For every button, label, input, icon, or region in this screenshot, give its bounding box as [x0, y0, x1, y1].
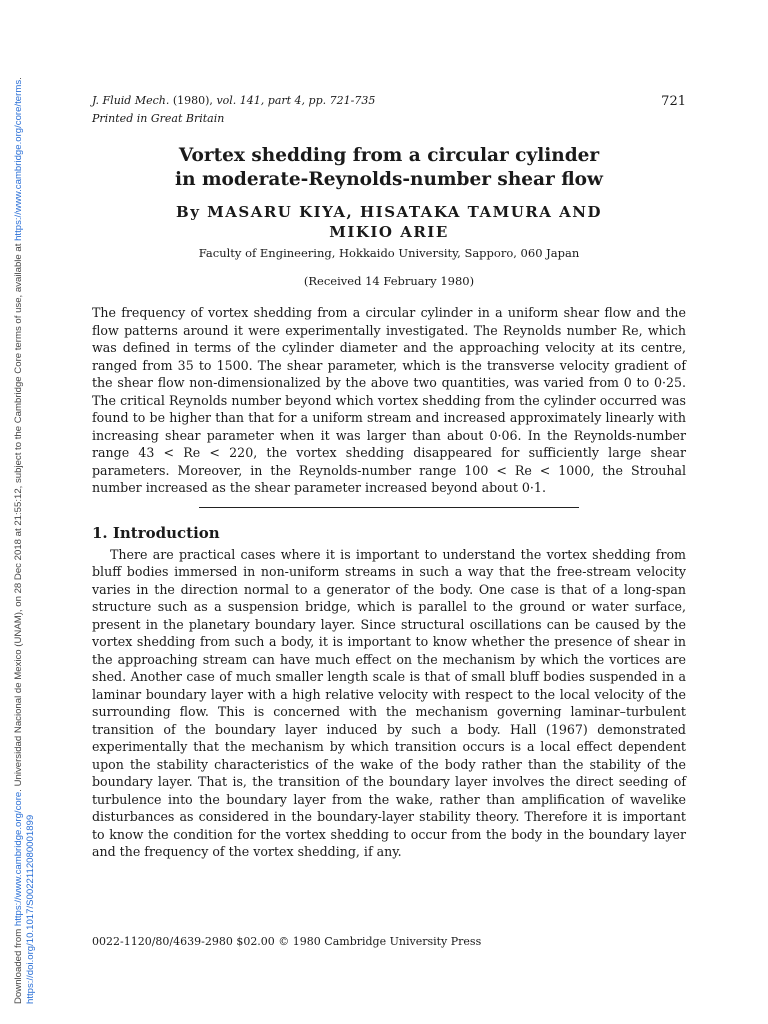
download-notice-line: [13, 77, 25, 1004]
doi-link[interactable]: https://doi.org/10.1017/S0022112080001899: [25, 814, 36, 1004]
authors-line-1: By MASARU KIYA, HISATAKA TAMURA AND: [176, 203, 602, 221]
abstract: The frequency of vortex shedding from a circular cylinder in a uniform shear flow and the flow patterns around it were experimentally investigated. The Reynolds number Re, which was defined in terms of the cylinder diameter and the approaching velocity at its centre, ranged from 35 to 1500. The shear parameter, which is the transverse velocity gradient of the shear flow non-dimensionalized by the above two quantities, was varied from 0 to 0·25. The critical Reynolds number beyond which vortex shedding from the cylinder occurred was found to be higher than that for a uniform stream and increased approximately linearly with increasing shear parameter when it was larger than about 0·06. In the Reynolds-number range 43 < Re < 220, the vortex shedding disappeared for sufficiently large shear parameters. Moreover, in the Reynolds-number range 100 < Re < 1000, the Strouhal number increased as the shear parameter increased beyond about 0·1.: [92, 305, 686, 495]
paper-page: [92, 94, 686, 873]
cambridge-core-link[interactable]: https://www.cambridge.org/core: [13, 791, 24, 927]
page-number: 721: [661, 94, 686, 109]
paper-title: [92, 144, 686, 192]
journal-name: J. Fluid Mech.: [92, 94, 170, 107]
download-prefix: Downloaded from: [13, 926, 24, 1004]
printed-in: Printed in Great Britain: [92, 112, 225, 125]
authors-line-2: MIKIO ARIE: [329, 223, 449, 241]
title-line-1: Vortex shedding from a circular cylinder: [178, 145, 600, 166]
journal-year: (1980),: [172, 94, 213, 107]
affiliation: Faculty of Engineering, Hokkaido University, Sapporo, 060 Japan: [198, 246, 580, 260]
journal-citation: [92, 94, 375, 107]
download-suffix: . Universidad Nacional de Mexico (UNAM), on 28 Dec 2018 at 21:55:12, subject to the Cambridge Core terms of use, available at: [13, 240, 24, 792]
author-list: [92, 202, 686, 242]
section-heading: 1. Introduction: [92, 523, 220, 542]
abstract-divider: [199, 507, 579, 508]
download-notice-text: [13, 77, 37, 1004]
download-end: .: [13, 77, 24, 80]
journal-volume: vol. 141, part 4, pp. 721-735: [216, 94, 376, 107]
received-date: (Received 14 February 1980): [303, 274, 475, 288]
doi-line: [25, 77, 37, 1004]
introduction-paragraph: There are practical cases where it is important to understand the vortex shedding from bluff bodies immersed in non-uniform streams in such a way that the free-stream velocity varies in the direction normal to a generator of the body. One case is that of a long-span structure such as a suspension bridge, which is parallel to the ground or water surface, present in the planetary boundary layer. Since structural oscillations can be caused by the vortex shedding from such a body, it is important to know whether the presence of shear in the approaching stream can have much effect on the mechanism by which the vortices are shed. Another case of much smaller length scale is that of small bluff bodies suspended in a laminar boundary layer with a high relative velocity with respect to the local velocity of the surrounding flow. This is concerned with the mechanism governing laminar–turbulent transition of the boundary layer induced by such a body. Hall (1967) demonstrated experimentally that the mechanism by which transition occurs is a local effect dependent upon the stability characteristics of the wake of the body rather than the stability of the boundary layer. That is, the transition of the boundary layer involves the direct seeding of turbulence into the boundary layer from the wake, rather than amplification of wavelike disturbances as considered in the boundary-layer stability theory. Therefore it is important to know the condition for the vortex shedding to occur from the body in the boundary layer and the frequency of the vortex shedding, if any.: [92, 546, 686, 859]
terms-link[interactable]: https://www.cambridge.org/core/terms: [13, 79, 24, 241]
running-header: [92, 94, 686, 134]
title-line-2: in moderate-Reynolds-number shear flow: [175, 169, 603, 190]
copyright-footer: 0022-1120/80/4639-2980 $02.00 © 1980 Cambridge University Press: [92, 935, 482, 948]
download-notice: [0, 0, 36, 1024]
